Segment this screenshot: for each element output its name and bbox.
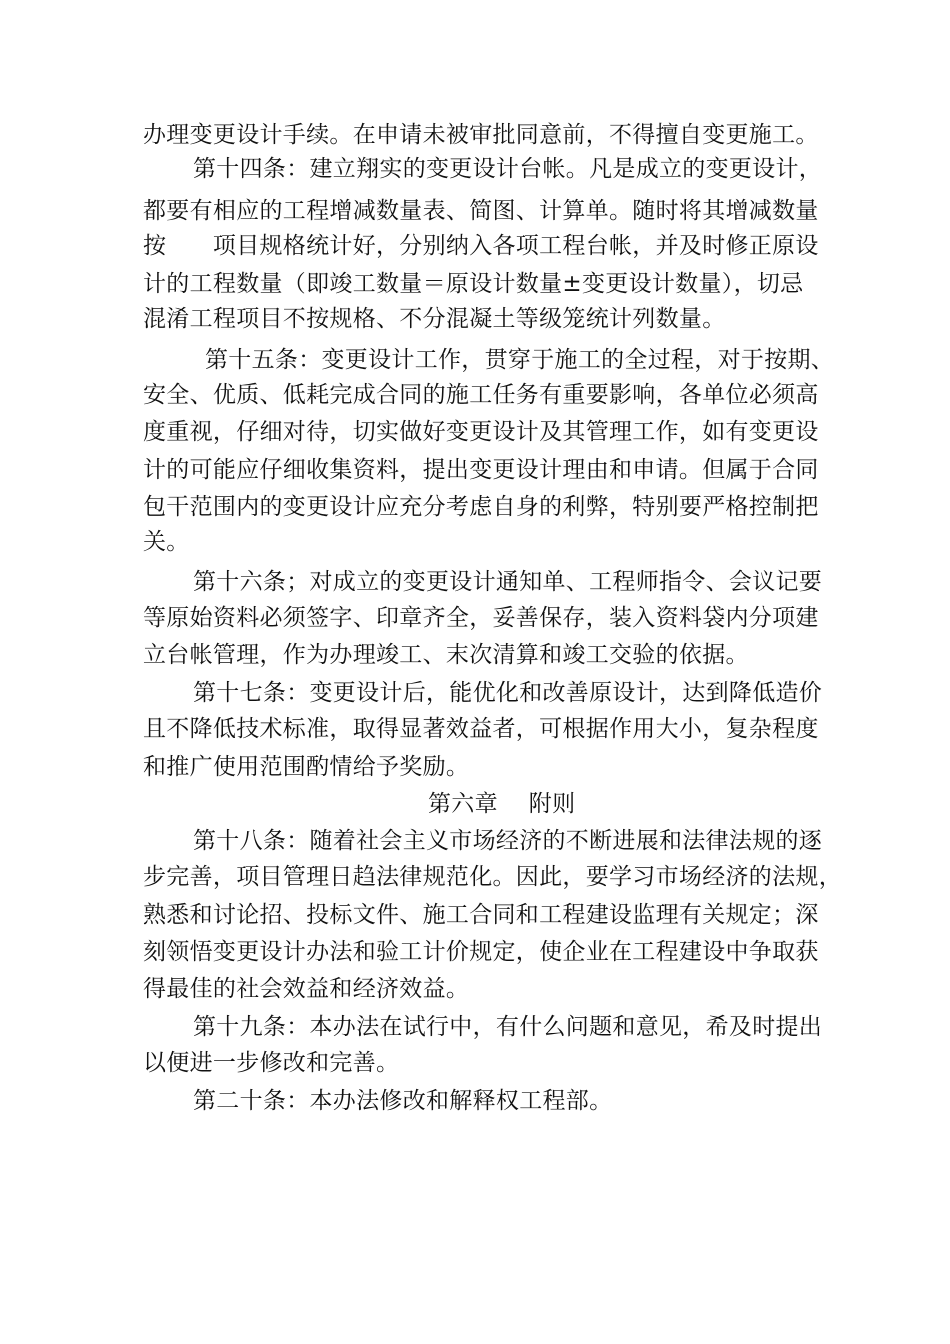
article-19-heading-line: 第十九条：本办法在试行中，有什么问题和意见，希及时提出 bbox=[193, 1014, 823, 1040]
text-line: 包干范围内的变更设计应充分考虑自身的利弊，特别要严格控制把 bbox=[143, 494, 819, 520]
article-16-heading-line: 第十六条；对成立的变更设计通知单、工程师指令、会议记要 bbox=[193, 569, 823, 595]
text-line: 以便进一步修改和完善。 bbox=[143, 1050, 400, 1076]
article-18-heading-line: 第十八条：随着社会主义市场经济的不断进展和法律法规的逐 bbox=[193, 828, 823, 854]
text-line: 混淆工程项目不按规格、不分混凝土等级笼统计列数量。 bbox=[143, 306, 726, 332]
text-line: 熟悉和讨论招、投标文件、施工合同和工程建设监理有关规定；深 bbox=[143, 902, 819, 928]
text-line: 安全、优质、低耗完成合同的施工任务有重要影响，各单位必须高 bbox=[143, 382, 819, 408]
text-line: 计的工程数量（即竣工数量＝原设计数量±变更设计数量），切忌 bbox=[143, 271, 804, 297]
article-14-heading-line: 第十四条：建立翔实的变更设计台帐。凡是成立的变更设计， bbox=[193, 156, 823, 182]
text-line: 办理变更设计手续。在申请未被审批同意前，不得擅自变更施工。 bbox=[143, 122, 819, 148]
text-line: 关。 bbox=[143, 529, 190, 555]
chapter-heading: 第六章 附则 bbox=[428, 791, 576, 817]
article-17-heading-line: 第十七条：变更设计后，能优化和改善原设计，达到降低造价 bbox=[193, 680, 823, 706]
text-line: 步完善，项目管理日趋法律规范化。因此，要学习市场经济的法规， bbox=[143, 864, 842, 890]
text-line: 且不降低技术标准，取得显著效益者，可根据作用大小，复杂程度 bbox=[143, 716, 819, 742]
text-line: 刻领悟变更设计办法和验工计价规定，使企业在工程建设中争取获 bbox=[143, 939, 819, 965]
text-line: 立台帐管理，作为办理竣工、末次清算和竣工交验的依据。 bbox=[143, 642, 749, 668]
text-line: 等原始资料必须签字、印章齐全，妥善保存，装入资料袋内分项建 bbox=[143, 605, 819, 631]
text-line: 度重视，仔细对待，切实做好变更设计及其管理工作，如有变更设 bbox=[143, 419, 819, 445]
text-line: 按 项目规格统计好，分别纳入各项工程台帐，并及时修正原设 bbox=[143, 233, 819, 259]
text-line: 得最佳的社会效益和经济效益。 bbox=[143, 976, 470, 1002]
article-20-line: 第二十条：本办法修改和解释权工程部。 bbox=[193, 1088, 613, 1114]
text-line: 都要有相应的工程增减数量表、简图、计算单。随时将其增减数量 bbox=[143, 198, 819, 224]
article-15-heading-line: 第十五条：变更设计工作，贯穿于施工的全过程，对于按期、 bbox=[205, 347, 835, 373]
text-line: 和推广使用范围酌情给予奖励。 bbox=[143, 754, 470, 780]
text-line: 计的可能应仔细收集资料，提出变更设计理由和申请。但属于合同 bbox=[143, 457, 819, 483]
